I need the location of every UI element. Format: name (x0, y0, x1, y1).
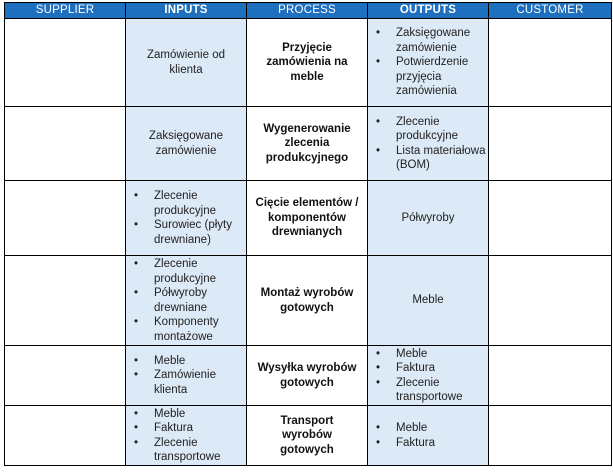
supplier-cell (5, 346, 126, 406)
inputs-cell: Zaksięgowane zamówienie (126, 107, 247, 181)
customer-cell (489, 256, 612, 346)
customer-cell (489, 181, 612, 256)
process-cell: Cięcie elementów / komponentów drewnianych (247, 181, 368, 256)
bullet-item: • Meble (396, 347, 488, 362)
supplier-cell (5, 181, 126, 256)
outputs-cell-list (368, 347, 488, 405)
supplier-cell (5, 107, 126, 181)
header-process: PROCESS (247, 3, 368, 19)
bullet-item: • Meble (396, 421, 488, 436)
bullet-item: • Lista materiałowa (BOM) (396, 144, 488, 173)
inputs-cell (126, 181, 247, 256)
inputs-cell (126, 256, 247, 346)
header-supplier: SUPPLIER (5, 3, 126, 19)
outputs-cell (368, 346, 489, 406)
inputs-cell (126, 346, 247, 406)
bullet-item: • Zlecenie produkcyjne (154, 189, 246, 218)
bullet-item: • Faktura (396, 436, 488, 451)
bullet-item: • Meble (154, 407, 246, 422)
header-row (5, 3, 612, 19)
table-row (5, 19, 612, 107)
outputs-cell: Meble (368, 256, 489, 346)
customer-cell (489, 346, 612, 406)
bullet-item: • Faktura (154, 421, 246, 436)
bullet-item: • Półwyroby drewniane (154, 286, 246, 315)
bullet-item: • Potwierdzenie przyjęcia zamówienia (396, 55, 488, 99)
outputs-cell (368, 19, 489, 107)
bullet-item: • Zlecenie produkcyjne (154, 257, 246, 286)
table-row (5, 181, 612, 256)
bullet-item: • Zaksięgowane zamówienie (396, 26, 488, 55)
process-cell: Wysyłka wyrobów gotowych (247, 346, 368, 406)
outputs-cell-list (368, 115, 488, 173)
supplier-cell (5, 406, 126, 466)
header-customer: CUSTOMER (489, 3, 612, 19)
inputs-cell: Zamówienie od klienta (126, 19, 247, 107)
outputs-cell-list (368, 26, 488, 99)
table-row (5, 346, 612, 406)
process-cell: Transport wyrobów gotowych (247, 406, 368, 466)
outputs-cell: Półwyroby (368, 181, 489, 256)
bullet-item: • Komponenty montażowe (154, 315, 246, 344)
bullet-item: • Surowiec (płyty drewniane) (154, 218, 246, 247)
outputs-cell (368, 107, 489, 181)
header-outputs: OUTPUTS (368, 3, 489, 19)
process-cell: Montaż wyrobów gotowych (247, 256, 368, 346)
customer-cell (489, 107, 612, 181)
bullet-item: • Zamówienie klienta (154, 368, 246, 397)
table-row (5, 406, 612, 466)
bullet-item: • Zlecenie transportowe (154, 436, 246, 465)
inputs-cell-list (126, 189, 246, 247)
header-inputs: INPUTS (126, 3, 247, 19)
bullet-item: • Meble (154, 354, 246, 369)
supplier-cell (5, 256, 126, 346)
process-cell: Wygenerowanie zlecenia produkcyjnego (247, 107, 368, 181)
process-cell: Przyjęcie zamówienia na meble (247, 19, 368, 107)
inputs-cell-list (126, 407, 246, 465)
table-row (5, 256, 612, 346)
outputs-cell-list (368, 421, 488, 450)
outputs-cell (368, 406, 489, 466)
inputs-cell (126, 406, 247, 466)
supplier-cell (5, 19, 126, 107)
table-row (5, 107, 612, 181)
sipoc-table (4, 2, 612, 466)
bullet-item: • Zlecenie transportowe (396, 376, 488, 405)
bullet-item: • Faktura (396, 361, 488, 376)
inputs-cell-list (126, 354, 246, 398)
customer-cell (489, 19, 612, 107)
inputs-cell-list (126, 257, 246, 344)
bullet-item: • Zlecenie produkcyjne (396, 115, 488, 144)
customer-cell (489, 406, 612, 466)
